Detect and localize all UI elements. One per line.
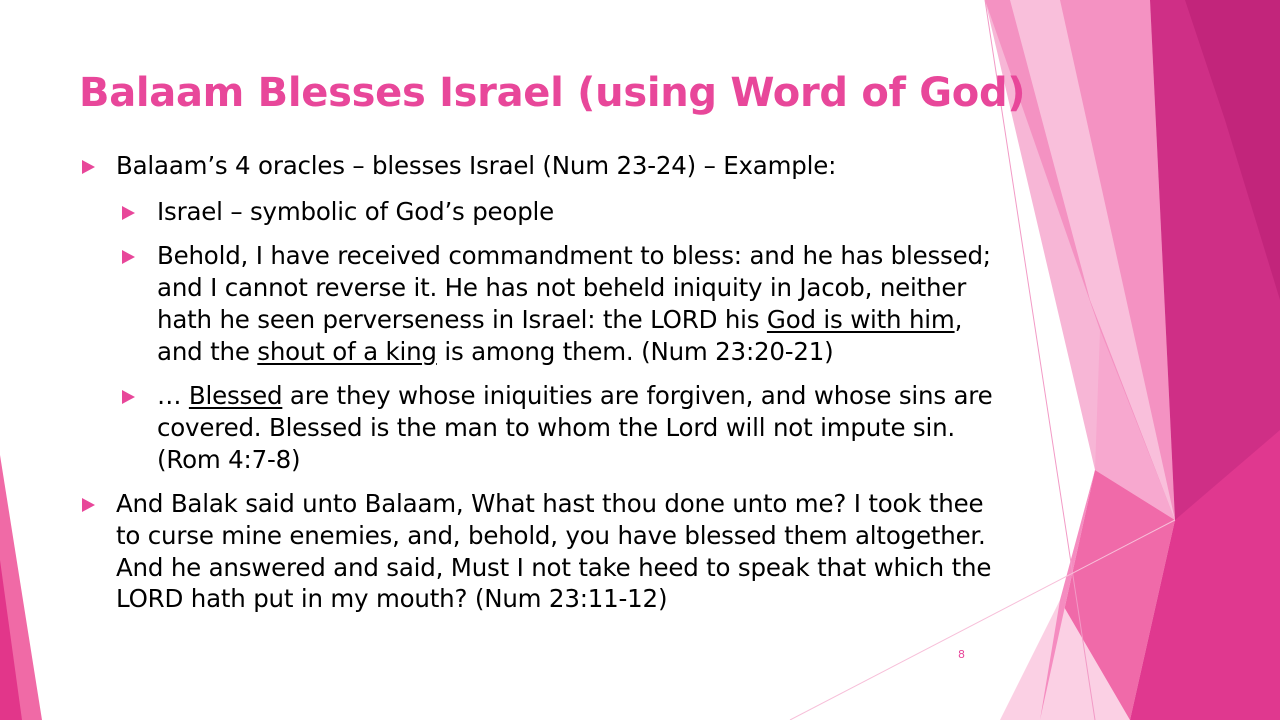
sub-bullet-rom-quote [121,380,1000,475]
bullet-arrow-icon [122,390,135,404]
bullet-text: Israel – symbolic of God’s people [157,196,555,226]
bullet-arrow-icon [122,206,135,220]
slide-body [80,150,1000,629]
slide-title: Balaam Blesses Israel (using Word of God) [79,70,1026,116]
quote-text-part: are they whose iniquities are forgiven, and whose sins are covered. Blessed is the man to whom the Lord will not impute sin. (Rom 4:7-8) [157,381,993,474]
sub-bullet-num-quote [121,240,1000,367]
quote-text-part: , and the [157,304,963,366]
bullet-arrow-icon [122,250,135,264]
page-number: 8 [958,648,965,661]
bullet-text: And Balak said unto Balaam, What hast thou done unto me? I took thee to curse mine enemies, and, behold, you have blessed them altogether. And he answered and said, Must I not take heed to speak that which the LORD hath put in my mouth? (Num 23:11-12) [116,489,992,614]
bullet-arrow-icon [82,498,95,512]
bullet-arrow-icon [82,160,95,174]
quote-text-part: … [157,381,189,411]
underlined-phrase: God is with him [766,304,955,334]
underlined-phrase: Blessed [188,381,283,411]
bullet-balak-quote [80,488,1000,615]
quote-text-part: Behold, I have received commandment to bless: and he has blessed; and I cannot reverse it. He has not beheld iniquity in Jacob, neither hath he seen perverseness in Israel: the LORD his [157,241,991,334]
underlined-phrase: shout of a king [257,336,437,366]
quote-text-part: is among them. (Num 23:20-21) [436,336,834,366]
bullet-oracles [80,150,1000,182]
sub-bullet-israel-symbolic [121,196,1000,228]
bullet-text: Balaam’s 4 oracles – blesses Israel (Num 23-24) – Example: [116,151,837,180]
